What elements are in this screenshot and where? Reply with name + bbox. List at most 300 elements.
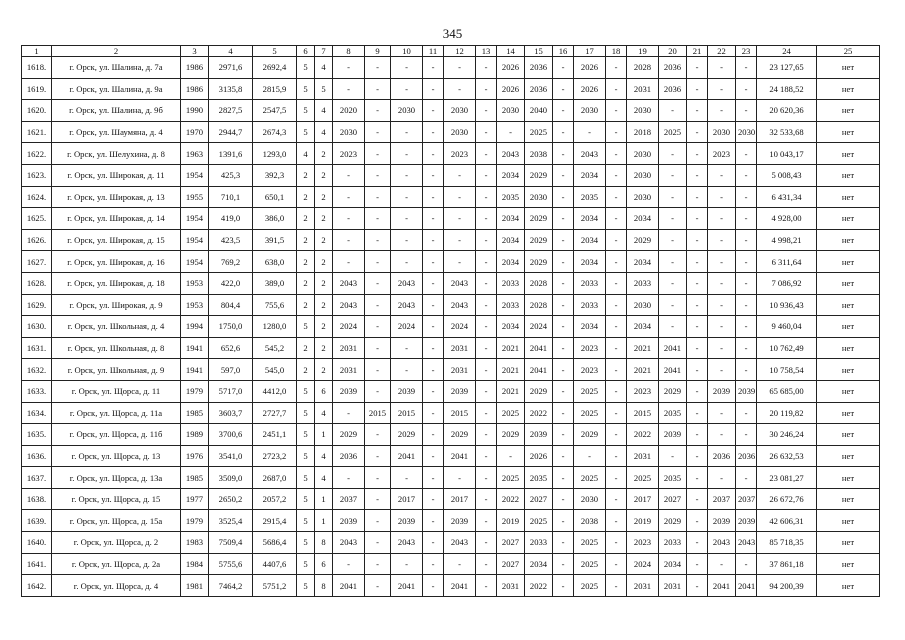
table-cell: нет [817,57,880,79]
table-cell: 2039 [736,380,757,402]
table-cell: - [708,57,736,79]
table-cell: - [708,402,736,424]
table-cell: 2020 [333,100,365,122]
table-cell: 1963 [181,143,209,165]
table-cell: 2041 [736,575,757,597]
table-cell: нет [817,553,880,575]
table-cell: 2915,4 [253,510,297,532]
table-cell: 2029 [659,380,687,402]
table-cell: 2025 [525,510,553,532]
table-cell: - [708,316,736,338]
table-cell: 1629. [22,294,52,316]
table-cell: 5751,2 [253,575,297,597]
table-cell: 1624. [22,186,52,208]
table-cell: - [736,208,757,230]
table-cell: - [553,294,574,316]
table-cell: - [606,143,627,165]
column-header: 17 [574,46,606,57]
table-cell: 2031 [627,78,659,100]
table-cell: 2043 [574,143,606,165]
table-cell: 2029 [497,424,525,446]
table-cell: 1986 [181,78,209,100]
table-cell: 2043 [444,294,476,316]
table-cell: г. Орск, ул. Школьная, д. 9 [52,359,181,381]
table-row [22,251,880,273]
table-cell: 2022 [525,575,553,597]
table-cell: - [444,57,476,79]
table-cell: - [736,57,757,79]
table-cell: 2028 [627,57,659,79]
table-cell: - [708,467,736,489]
table-cell: г. Орск, ул. Шелухина, д. 8 [52,143,181,165]
table-cell: 2029 [391,424,423,446]
table-cell: - [606,294,627,316]
table-cell: - [736,337,757,359]
table-cell: - [476,337,497,359]
table-cell: 5 [297,316,315,338]
table-cell: 2037 [333,488,365,510]
table-cell: - [708,186,736,208]
table-cell: нет [817,337,880,359]
table-cell: - [606,100,627,122]
table-cell: 37 861,18 [757,553,817,575]
table-cell: 2 [315,251,333,273]
table-cell: - [476,316,497,338]
table-cell: - [606,553,627,575]
table-cell: 1631. [22,337,52,359]
table-cell: 3135,8 [209,78,253,100]
table-cell: 2034 [525,553,553,575]
table-cell: 2025 [574,402,606,424]
table-cell: 386,0 [253,208,297,230]
table-cell: - [659,445,687,467]
table-cell: 5 [297,532,315,554]
table-cell: 2027 [659,488,687,510]
table-cell: - [606,380,627,402]
table-cell: - [423,359,444,381]
table-cell: 94 200,39 [757,575,817,597]
column-header: 25 [817,46,880,57]
table-cell: - [659,316,687,338]
table-cell: - [687,186,708,208]
table-cell: 2035 [525,467,553,489]
table-row [22,359,880,381]
table-cell: 2 [297,359,315,381]
table-cell: - [365,553,391,575]
table-cell: - [553,186,574,208]
table-cell: - [476,78,497,100]
table-cell: г. Орск, ул. Щорса, д. 13а [52,467,181,489]
table-cell: - [736,164,757,186]
table-cell: - [444,553,476,575]
table-cell: 1639. [22,510,52,532]
table-cell: - [365,337,391,359]
table-cell: 2043 [391,532,423,554]
table-row [22,337,880,359]
table-cell: - [687,143,708,165]
table-cell: 2034 [627,251,659,273]
table-cell: 2039 [333,510,365,532]
table-cell: 2024 [525,316,553,338]
table-cell: - [423,229,444,251]
table-cell: - [687,402,708,424]
table-cell: 2029 [525,251,553,273]
table-cell: 2 [297,337,315,359]
table-cell: г. Орск, ул. Школьная, д. 4 [52,316,181,338]
table-cell: 5 008,43 [757,164,817,186]
table-cell: 2028 [525,294,553,316]
table-cell: - [553,532,574,554]
table-cell: 2030 [444,100,476,122]
table-cell: 1625. [22,208,52,230]
table-cell: 2034 [574,208,606,230]
housing-register-table [21,45,880,597]
table-cell: 545,0 [253,359,297,381]
table-row [22,402,880,424]
table-cell: - [497,445,525,467]
table-cell: - [736,100,757,122]
table-cell: 1641. [22,553,52,575]
table-cell: 85 718,35 [757,532,817,554]
table-cell: 1630. [22,316,52,338]
table-cell: - [708,251,736,273]
table-cell: - [553,337,574,359]
page-number: 345 [442,26,463,41]
table-cell: 2026 [525,445,553,467]
table-cell: 2723,2 [253,445,297,467]
table-cell: 2021 [497,337,525,359]
table-cell: - [444,186,476,208]
table-row [22,57,880,79]
table-cell: - [687,208,708,230]
table-cell: 2030 [497,100,525,122]
table-cell: 2030 [627,100,659,122]
table-cell: 3509,0 [209,467,253,489]
table-cell: - [687,121,708,143]
table-cell: 2030 [627,294,659,316]
table-cell: 2039 [525,424,553,446]
table-cell: - [423,445,444,467]
table-cell: - [606,575,627,597]
table-row [22,532,880,554]
table-cell: 2030 [333,121,365,143]
table-cell: - [476,359,497,381]
table-row [22,294,880,316]
table-cell: 2030 [574,488,606,510]
table-cell: - [736,294,757,316]
table-cell: - [444,229,476,251]
table-cell: 1621. [22,121,52,143]
table-cell: 6 431,34 [757,186,817,208]
table-cell: 4 [315,121,333,143]
table-cell: 1941 [181,337,209,359]
table-cell: - [606,510,627,532]
table-cell: 2031 [659,575,687,597]
table-cell: 2030 [627,164,659,186]
table-cell: - [553,575,574,597]
table-cell: - [333,57,365,79]
table-cell: - [365,424,391,446]
table-cell: г. Орск, ул. Широкая, д. 14 [52,208,181,230]
table-cell: - [423,143,444,165]
table-cell: 5717,0 [209,380,253,402]
table-cell: - [736,359,757,381]
table-cell: г. Орск, ул. Щорса, д. 2 [52,532,181,554]
table-cell: - [659,272,687,294]
table-row [22,186,880,208]
table-cell: 2022 [627,424,659,446]
table-cell: нет [817,575,880,597]
table-cell: г. Орск, ул. Школьная, д. 8 [52,337,181,359]
table-cell: - [476,186,497,208]
table-cell: - [333,186,365,208]
table-cell: 2022 [497,488,525,510]
table-cell: 20 620,36 [757,100,817,122]
table-row [22,510,880,532]
table-cell: 5 [297,553,315,575]
table-cell: - [687,57,708,79]
table-cell: - [553,229,574,251]
column-header: 1 [22,46,52,57]
table-cell: - [497,121,525,143]
table-cell: 1622. [22,143,52,165]
table-cell: - [708,424,736,446]
table-cell: 1955 [181,186,209,208]
table-cell: - [391,57,423,79]
table-cell: 710,1 [209,186,253,208]
table-cell: - [365,57,391,79]
table-cell: 2026 [497,78,525,100]
table-cell: - [708,100,736,122]
table-row [22,553,880,575]
table-cell: 2451,1 [253,424,297,446]
table-cell: 2029 [525,229,553,251]
table-cell: - [365,229,391,251]
table-cell: 1990 [181,100,209,122]
table-cell: - [423,57,444,79]
table-cell: 2033 [497,272,525,294]
table-cell: - [606,359,627,381]
table-cell: нет [817,208,880,230]
table-cell: нет [817,380,880,402]
table-cell: - [659,251,687,273]
table-row [22,467,880,489]
table-cell: 2 [297,272,315,294]
table-cell: - [659,143,687,165]
table-cell: - [687,272,708,294]
table-cell: 2029 [659,510,687,532]
table-cell: 6 [315,380,333,402]
table-row [22,208,880,230]
table-cell: нет [817,532,880,554]
table-cell: 1 [315,510,333,532]
table-cell: 2 [315,229,333,251]
table-row [22,575,880,597]
table-cell: 5 [297,424,315,446]
column-header: 6 [297,46,315,57]
table-cell: 1977 [181,488,209,510]
table-cell: - [391,553,423,575]
table-cell: 2057,2 [253,488,297,510]
table-cell: - [553,316,574,338]
table-row [22,488,880,510]
table-cell: г. Орск, ул. Щорса, д. 15а [52,510,181,532]
table-cell: 769,2 [209,251,253,273]
table-cell: - [476,229,497,251]
table-cell: - [606,208,627,230]
table-cell: - [365,488,391,510]
table-cell: - [391,467,423,489]
table-cell: 4 [315,445,333,467]
table-cell: 545,2 [253,337,297,359]
table-cell: - [391,186,423,208]
table-cell: - [423,316,444,338]
table-cell: - [659,229,687,251]
table-cell: - [365,532,391,554]
table-cell: 1954 [181,208,209,230]
table-cell: 2039 [444,510,476,532]
table-cell: - [708,208,736,230]
table-cell: 2039 [736,510,757,532]
table-cell: 2023 [627,532,659,554]
table-cell: 2043 [708,532,736,554]
table-cell: - [423,575,444,597]
table-row [22,100,880,122]
table-cell: г. Орск, ул. Шаумяна, д. 4 [52,121,181,143]
table-cell: 2033 [627,272,659,294]
table-cell: - [333,251,365,273]
table-cell: - [365,359,391,381]
table-cell: 2030 [444,121,476,143]
table-cell: - [423,337,444,359]
table-row [22,380,880,402]
table-cell: - [606,424,627,446]
table-cell: 2015 [365,402,391,424]
table-cell: - [365,575,391,597]
table-cell: 1941 [181,359,209,381]
table-cell: 2 [315,164,333,186]
table-row [22,424,880,446]
table-cell: - [659,208,687,230]
table-cell: - [391,78,423,100]
column-header: 12 [444,46,476,57]
table-cell: - [708,229,736,251]
table-cell: - [423,78,444,100]
table-cell: 2021 [497,359,525,381]
table-cell: 2034 [497,316,525,338]
table-cell: 1984 [181,553,209,575]
table-cell: 2 [315,294,333,316]
table-cell: 5755,6 [209,553,253,575]
table-cell: - [365,121,391,143]
table-cell: 2023 [444,143,476,165]
table-cell: г. Орск, ул. Щорса, д. 11а [52,402,181,424]
column-header: 4 [209,46,253,57]
table-cell: 1989 [181,424,209,446]
table-cell: - [333,229,365,251]
table-cell: 2043 [444,272,476,294]
table-row [22,121,880,143]
table-cell: - [553,445,574,467]
table-cell: 2025 [574,380,606,402]
table-cell: 391,5 [253,229,297,251]
table-cell: 1634. [22,402,52,424]
table-cell: - [687,316,708,338]
table-cell: - [444,164,476,186]
table-cell: г. Орск, ул. Щорса, д. 11 [52,380,181,402]
table-cell: 2034 [659,553,687,575]
table-cell: 2025 [627,467,659,489]
table-cell: 2039 [333,380,365,402]
table-cell: - [476,488,497,510]
table-cell: - [365,467,391,489]
table-cell: 5 [315,78,333,100]
column-header: 19 [627,46,659,57]
table-cell: нет [817,467,880,489]
table-cell: 5 [297,57,315,79]
table-cell: - [391,143,423,165]
table-cell: - [423,186,444,208]
table-cell: 1632. [22,359,52,381]
table-cell: - [476,575,497,597]
table-cell: - [553,272,574,294]
table-cell: - [553,510,574,532]
table-cell: 2 [297,294,315,316]
table-cell: 2029 [525,380,553,402]
table-cell: 10 758,54 [757,359,817,381]
table-cell: - [553,380,574,402]
table-cell: 2026 [574,78,606,100]
table-cell: - [606,467,627,489]
column-header: 16 [553,46,574,57]
table-cell: - [476,445,497,467]
table-cell: 2017 [627,488,659,510]
table-cell: 2034 [497,229,525,251]
table-cell: 2030 [736,121,757,143]
table-cell: - [606,402,627,424]
table-cell: - [708,337,736,359]
table-cell: 2025 [497,402,525,424]
table-cell: 2038 [525,143,553,165]
table-row [22,229,880,251]
table-cell: 2025 [574,553,606,575]
table-cell: 2030 [574,100,606,122]
table-cell: 1636. [22,445,52,467]
table-cell: г. Орск, ул. Широкая, д. 15 [52,229,181,251]
table-cell: - [606,229,627,251]
table-cell: 2035 [574,186,606,208]
table-cell: нет [817,164,880,186]
table-cell: 4 [297,143,315,165]
table-cell: 4412,0 [253,380,297,402]
table-cell: 3700,6 [209,424,253,446]
table-cell: 2023 [574,337,606,359]
table-cell: - [553,100,574,122]
table-cell: 2039 [659,424,687,446]
table-cell: - [476,272,497,294]
table-cell: 5686,4 [253,532,297,554]
table-cell: - [659,164,687,186]
table-cell: 2040 [525,100,553,122]
table-cell: - [476,424,497,446]
table-cell: 7 086,92 [757,272,817,294]
table-cell: 2687,0 [253,467,297,489]
table-cell: - [423,121,444,143]
table-cell: - [687,575,708,597]
table-cell: 1954 [181,251,209,273]
table-cell: 6 [315,553,333,575]
table-cell: 2036 [659,57,687,79]
